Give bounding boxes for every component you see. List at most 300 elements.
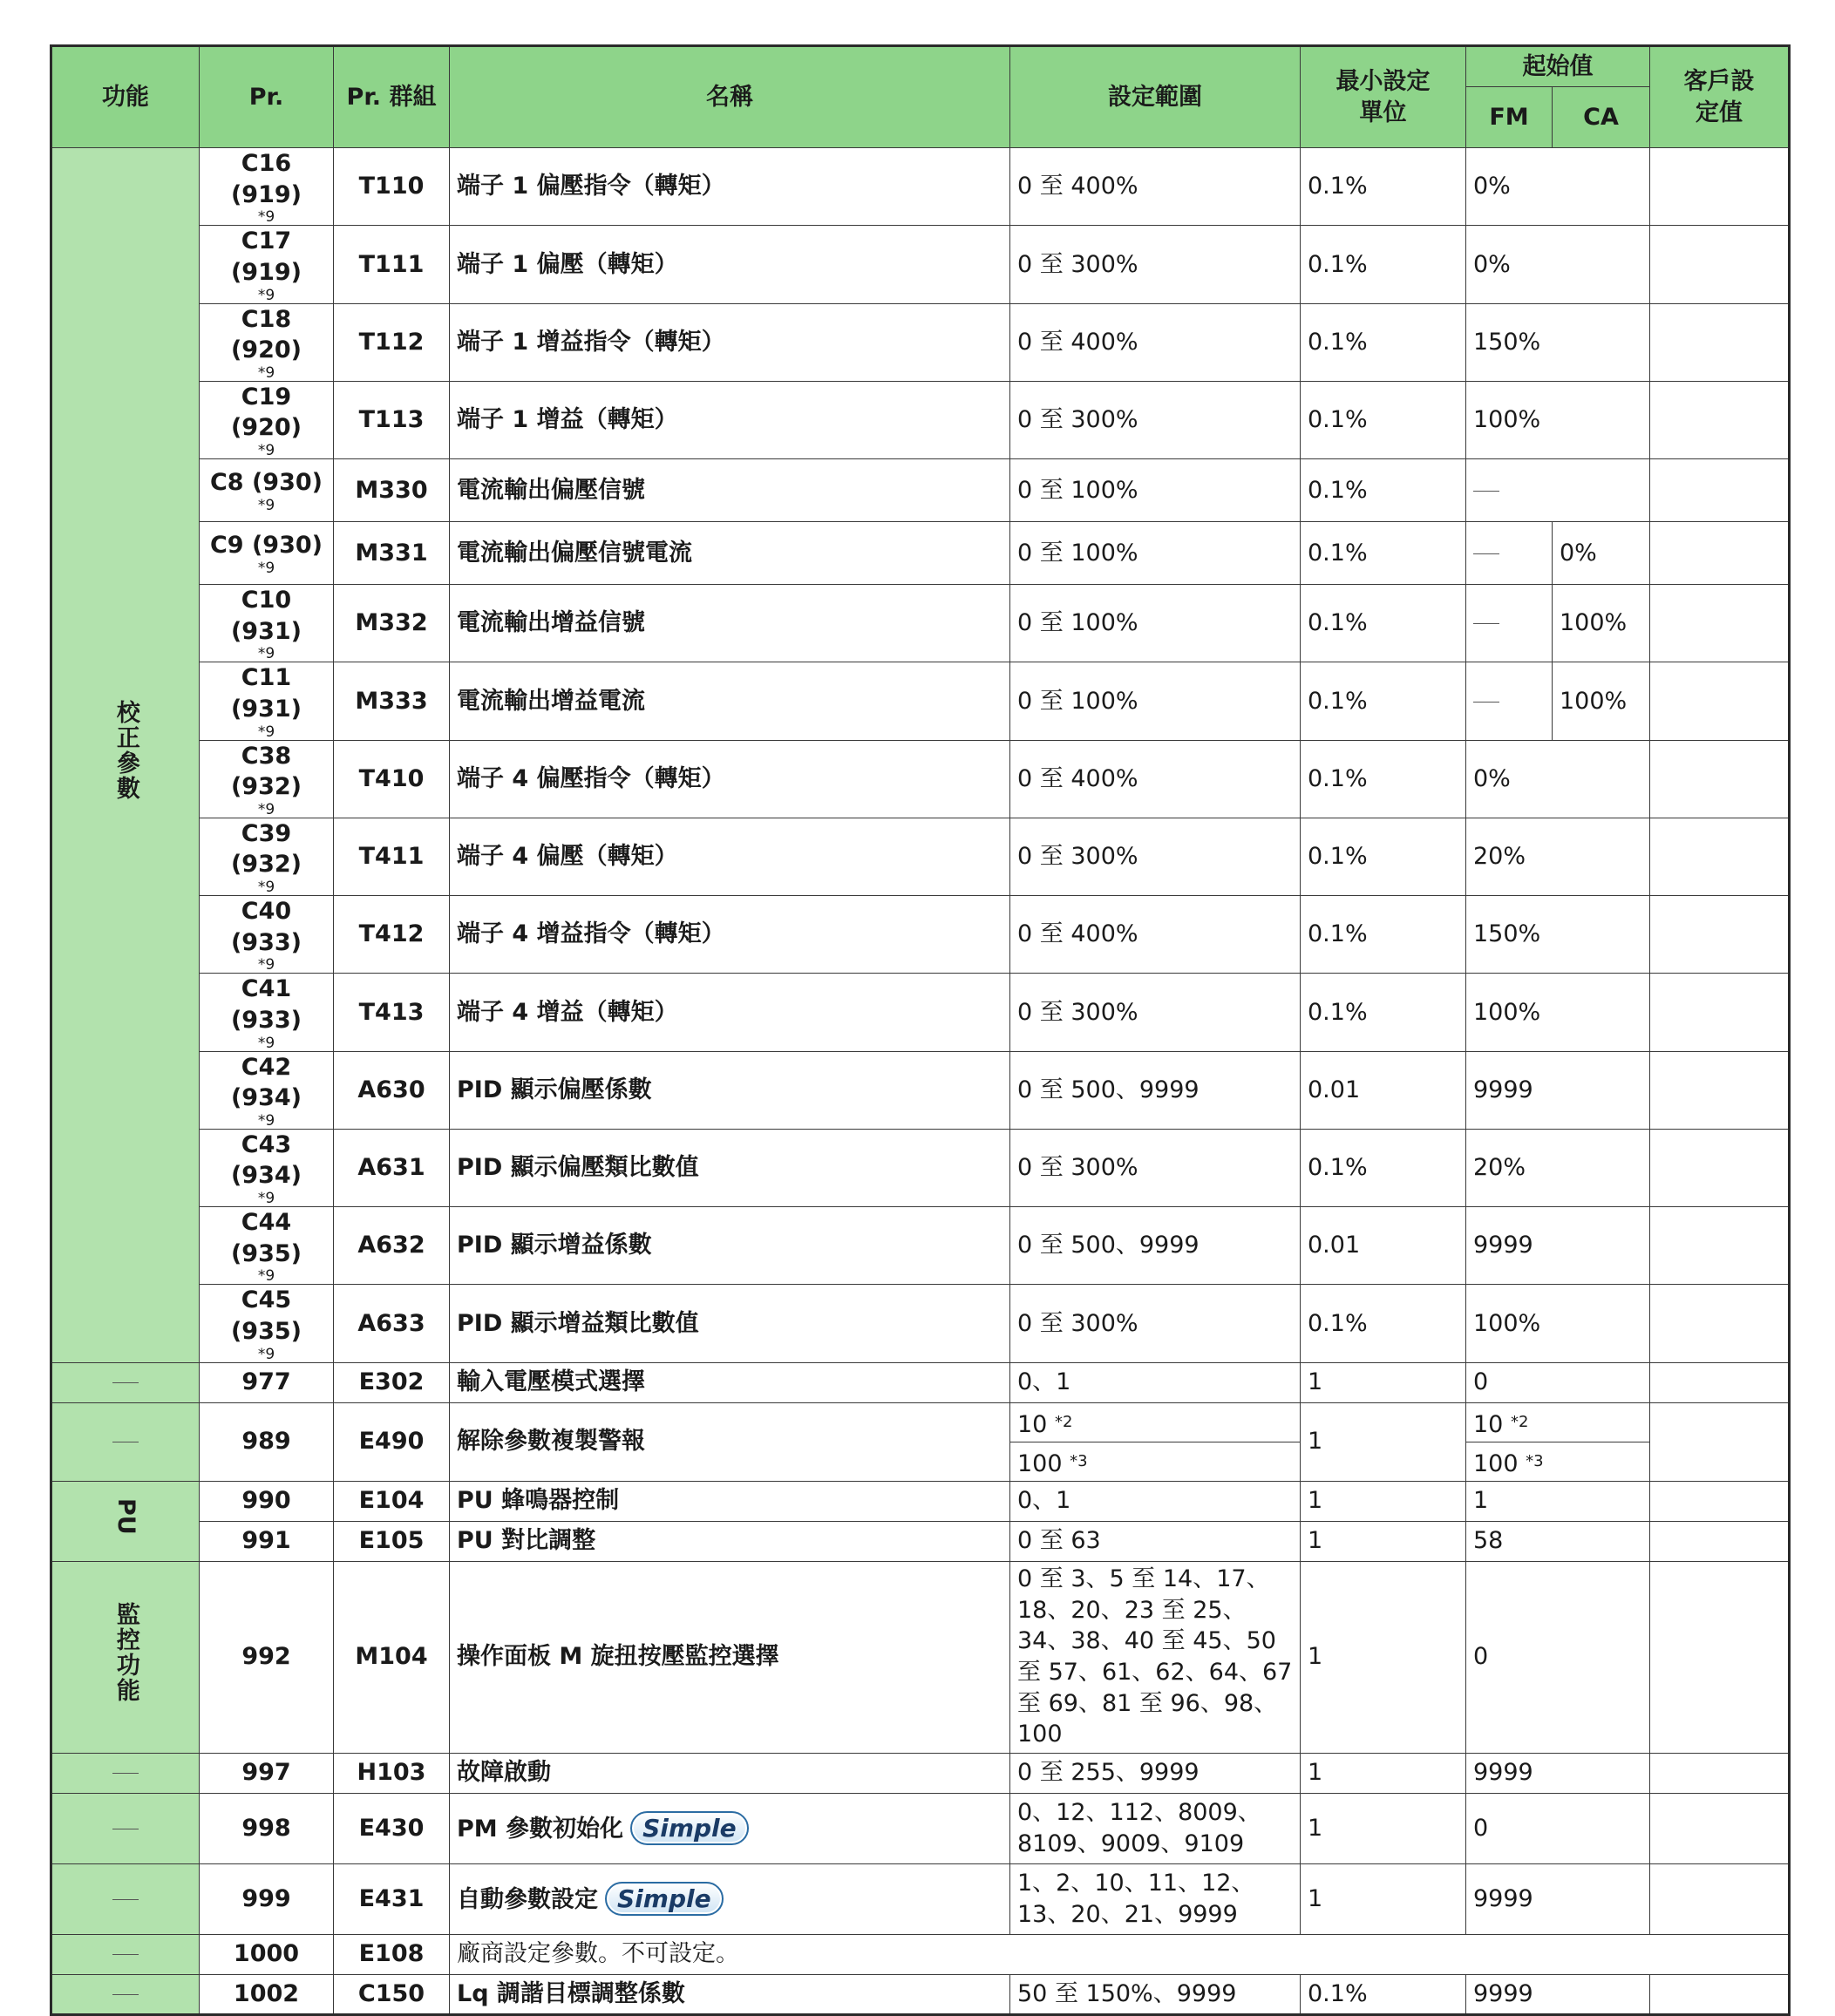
unit-cell: 0.1% <box>1301 740 1466 818</box>
table-row <box>51 522 1790 585</box>
unit-cell: 0.1% <box>1301 148 1466 226</box>
customer-cell <box>1650 740 1790 818</box>
name-cell: 電流輸出增益電流 <box>450 662 1010 740</box>
name-cell: 廠商設定參數。不可設定。 <box>450 1934 1790 1974</box>
note-mark: *2 <box>1510 1412 1529 1431</box>
group-cell: T411 <box>334 818 450 895</box>
name-cell: 故障啟動 <box>450 1753 1010 1793</box>
range-line: 100 <box>1017 1721 1063 1748</box>
customer-label: 客戶設定值 <box>1683 67 1755 126</box>
func-label-calibration: 校正參數 <box>112 700 139 802</box>
unit-cell: 1 <box>1301 1561 1466 1753</box>
group-cell: T113 <box>334 381 450 458</box>
pr-cell <box>200 381 334 458</box>
pr-cell: 999 <box>200 1863 334 1934</box>
customer-cell <box>1650 585 1790 662</box>
name-cell: 電流輸出偏壓信號電流 <box>450 522 1010 585</box>
initial-cell: 9999 <box>1466 1863 1650 1934</box>
unit-cell: 1 <box>1301 1362 1466 1402</box>
customer-cell <box>1650 1129 1790 1206</box>
group-cell: E490 <box>334 1402 450 1481</box>
col-header-min-unit <box>1301 46 1466 148</box>
note-mark: *9 <box>257 723 275 740</box>
pr-cell <box>200 974 334 1051</box>
note-mark: *9 <box>257 286 275 303</box>
table-row <box>51 1974 1790 2014</box>
group-cell: T412 <box>334 896 450 974</box>
ca-cell: 0% <box>1553 522 1650 585</box>
initial-cell: 0% <box>1466 740 1650 818</box>
table-row <box>51 381 1790 458</box>
group-cell: M332 <box>334 585 450 662</box>
calibration-rows <box>51 148 1790 1363</box>
table-row <box>51 1207 1790 1285</box>
name-cell: 端子 4 增益（轉矩） <box>450 974 1010 1051</box>
unit-cell: 0.01 <box>1301 1051 1466 1129</box>
unit-cell: 0.1% <box>1301 1974 1466 2014</box>
misc-rows <box>51 1362 1790 2014</box>
pr-cell <box>200 459 334 522</box>
dash-mark <box>1473 491 1499 492</box>
group-cell: E104 <box>334 1481 450 1521</box>
col-header-initial: 起始值 <box>1466 46 1650 87</box>
note-mark: *9 <box>257 879 275 896</box>
table-row <box>51 1793 1790 1863</box>
table-row <box>51 662 1790 740</box>
customer-cell <box>1650 522 1790 585</box>
unit-cell: 1 <box>1301 1753 1466 1793</box>
dash-mark <box>112 1954 139 1955</box>
unit-cell: 0.1% <box>1301 1285 1466 1362</box>
unit-cell: 0.01 <box>1301 1207 1466 1285</box>
note-mark: *9 <box>257 956 275 974</box>
range-cell: 0 至 500、9999 <box>1010 1207 1301 1285</box>
range-line: 34、38、40 至 45、50 <box>1017 1627 1276 1655</box>
customer-cell <box>1650 1561 1790 1753</box>
table-row <box>51 1285 1790 1362</box>
pr-cell <box>200 148 334 226</box>
range-cell: 0 至 100% <box>1010 459 1301 522</box>
initial-cell: 9999 <box>1466 1051 1650 1129</box>
customer-cell <box>1650 1285 1790 1362</box>
pr-number: C11 (931) <box>230 664 302 723</box>
name-cell: PID 顯示偏壓類比數值 <box>450 1129 1010 1206</box>
dash-mark <box>1473 702 1499 703</box>
func-cell <box>51 1793 200 1863</box>
group-cell: E105 <box>334 1521 450 1561</box>
pr-number: C45 (935) <box>230 1286 302 1345</box>
note-mark: *3 <box>1526 1451 1544 1470</box>
name-cell: PID 顯示偏壓係數 <box>450 1051 1010 1129</box>
name-cell: 操作面板 M 旋扭按壓監控選擇 <box>450 1561 1010 1753</box>
dash-mark <box>1473 623 1499 624</box>
unit-cell: 0.1% <box>1301 459 1466 522</box>
range-cell <box>1010 1561 1301 1753</box>
func-cell <box>51 1402 200 1481</box>
ca-cell: 100% <box>1553 662 1650 740</box>
pr-cell <box>200 585 334 662</box>
name-cell: 端子 4 偏壓（轉矩） <box>450 818 1010 895</box>
customer-cell <box>1650 1481 1790 1521</box>
func-cell <box>51 1362 200 1402</box>
table-row <box>51 818 1790 895</box>
range-cell: 0 至 100% <box>1010 662 1301 740</box>
dash-mark <box>1473 553 1499 554</box>
min-unit-label: 最小設定單位 <box>1335 67 1431 126</box>
note-mark: *9 <box>257 1034 275 1051</box>
dash-mark <box>112 1773 139 1774</box>
initial-cell: 0 <box>1466 1561 1650 1753</box>
range-option-b <box>1010 1442 1300 1481</box>
unit-cell: 1 <box>1301 1481 1466 1521</box>
range-cell: 0 至 400% <box>1010 303 1301 381</box>
range-cell: 0 至 300% <box>1010 1285 1301 1362</box>
fm-cell <box>1466 585 1553 662</box>
func-cell-pu <box>51 1481 200 1561</box>
group-cell: M330 <box>334 459 450 522</box>
customer-cell <box>1650 1207 1790 1285</box>
parameter-table <box>50 44 1791 2016</box>
range-line: 0 至 3、5 至 14、17、 <box>1017 1565 1270 1593</box>
group-cell: H103 <box>334 1753 450 1793</box>
pr-cell: 992 <box>200 1561 334 1753</box>
func-cell <box>51 1934 200 1974</box>
col-header-ca: CA <box>1553 87 1650 148</box>
group-cell: T111 <box>334 226 450 303</box>
simple-badge: Simple <box>605 1882 724 1916</box>
pr-cell <box>200 1207 334 1285</box>
name-cell: PU 對比調整 <box>450 1521 1010 1561</box>
col-header-pr: Pr. <box>200 46 334 148</box>
group-cell: T413 <box>334 974 450 1051</box>
table-row <box>51 585 1790 662</box>
table-row <box>51 1521 1790 1561</box>
pr-number: C41 (933) <box>230 975 302 1034</box>
range-cell: 0 至 500、9999 <box>1010 1051 1301 1129</box>
range-cell <box>1010 1863 1301 1934</box>
pr-number: C8 (930) <box>209 469 323 497</box>
pr-cell <box>200 1129 334 1206</box>
group-cell: C150 <box>334 1974 450 2014</box>
table-row <box>51 1051 1790 1129</box>
note-mark: *3 <box>1070 1451 1088 1470</box>
unit-cell: 1 <box>1301 1521 1466 1561</box>
table-row <box>51 740 1790 818</box>
note-mark: *9 <box>257 363 275 382</box>
note-mark: *9 <box>257 496 275 514</box>
group-cell: E431 <box>334 1863 450 1934</box>
dash-mark <box>112 1994 139 1995</box>
func-cell-monitor <box>51 1561 200 1753</box>
unit-cell: 0.1% <box>1301 896 1466 974</box>
col-header-fm: FM <box>1466 87 1553 148</box>
unit-cell: 0.1% <box>1301 226 1466 303</box>
table-row <box>51 1753 1790 1793</box>
initial-option-b <box>1466 1442 1649 1481</box>
pr-cell: 998 <box>200 1793 334 1863</box>
pr-cell <box>200 740 334 818</box>
initial-cell: 20% <box>1466 1129 1650 1206</box>
name-cell: 輸入電壓模式選擇 <box>450 1362 1010 1402</box>
range-cell: 0 至 255、9999 <box>1010 1753 1301 1793</box>
group-cell: M333 <box>334 662 450 740</box>
table-row <box>51 226 1790 303</box>
customer-cell <box>1650 1521 1790 1561</box>
initial-option-a <box>1466 1403 1649 1442</box>
customer-cell <box>1650 1402 1790 1481</box>
name-cell: 端子 4 偏壓指令（轉矩） <box>450 740 1010 818</box>
initial-cell: 150% <box>1466 303 1650 381</box>
range-cell: 0 至 300% <box>1010 381 1301 458</box>
group-cell: A633 <box>334 1285 450 1362</box>
name-cell: 端子 4 增益指令（轉矩） <box>450 896 1010 974</box>
fm-cell <box>1466 522 1553 585</box>
func-cell <box>51 1863 200 1934</box>
customer-cell <box>1650 818 1790 895</box>
col-header-group: Pr. 群組 <box>334 46 450 148</box>
pr-number: C18 (920) <box>230 305 302 364</box>
col-header-name: 名稱 <box>450 46 1010 148</box>
func-label-monitor: 監控功能 <box>112 1602 139 1704</box>
initial-cell: 58 <box>1466 1521 1650 1561</box>
pr-number: C39 (932) <box>230 819 302 879</box>
dash-mark <box>112 1382 139 1383</box>
customer-cell <box>1650 662 1790 740</box>
customer-cell <box>1650 226 1790 303</box>
customer-cell <box>1650 1863 1790 1934</box>
func-cell <box>51 1974 200 2014</box>
pr-number: C9 (930) <box>209 532 323 560</box>
name-cell: PID 顯示增益係數 <box>450 1207 1010 1285</box>
func-label-pu: PU <box>112 1498 139 1536</box>
group-cell: M331 <box>334 522 450 585</box>
note-mark: *9 <box>257 1190 275 1207</box>
initial-cell: 9999 <box>1466 1974 1650 2014</box>
table-row <box>51 303 1790 381</box>
table-row <box>51 459 1790 522</box>
initial-cell: 100% <box>1466 1285 1650 1362</box>
pr-number: C44 (935) <box>230 1209 302 1267</box>
name-cell: PID 顯示增益類比數值 <box>450 1285 1010 1362</box>
col-header-range: 設定範圍 <box>1010 46 1301 148</box>
table-row <box>51 1362 1790 1402</box>
group-cell: E302 <box>334 1362 450 1402</box>
name-text: 自動參數設定 <box>457 1886 598 1913</box>
note-mark: *9 <box>257 1345 275 1362</box>
note-mark: *9 <box>257 800 275 818</box>
customer-cell <box>1650 896 1790 974</box>
pr-cell <box>200 303 334 381</box>
func-cell <box>51 1753 200 1793</box>
customer-cell <box>1650 1753 1790 1793</box>
range-line: 0、12、112、8009、 <box>1017 1798 1261 1826</box>
range-cell: 0 至 100% <box>1010 522 1301 585</box>
pr-cell: 990 <box>200 1481 334 1521</box>
initial-b-value: 100 <box>1473 1449 1519 1477</box>
table-row <box>51 1934 1790 1974</box>
table-row <box>51 1129 1790 1206</box>
range-line: 8109、9009、9109 <box>1017 1829 1245 1857</box>
range-line: 1、2、10、11、12、 <box>1017 1869 1255 1897</box>
name-text: PM 參數初始化 <box>457 1816 624 1843</box>
initial-cell: 0 <box>1466 1362 1650 1402</box>
customer-cell <box>1650 1974 1790 2014</box>
group-cell: E430 <box>334 1793 450 1863</box>
note-mark: *2 <box>1054 1412 1073 1431</box>
pr-cell: 1002 <box>200 1974 334 2014</box>
initial-a-value: 10 <box>1473 1410 1504 1438</box>
initial-cell: 9999 <box>1466 1207 1650 1285</box>
group-cell: M104 <box>334 1561 450 1753</box>
name-cell: 端子 1 偏壓指令（轉矩） <box>450 148 1010 226</box>
pr-cell <box>200 226 334 303</box>
pr-cell: 1000 <box>200 1934 334 1974</box>
initial-cell: 0% <box>1466 148 1650 226</box>
unit-cell: 0.1% <box>1301 585 1466 662</box>
range-option-a <box>1010 1403 1300 1442</box>
customer-cell <box>1650 1362 1790 1402</box>
customer-cell <box>1650 459 1790 522</box>
name-cell: 端子 1 偏壓（轉矩） <box>450 226 1010 303</box>
range-line: 13、20、21、9999 <box>1017 1900 1238 1928</box>
range-cell: 50 至 150%、9999 <box>1010 1974 1301 2014</box>
pr-cell: 977 <box>200 1362 334 1402</box>
customer-cell <box>1650 303 1790 381</box>
note-mark: *9 <box>257 208 275 226</box>
group-cell: A630 <box>334 1051 450 1129</box>
range-cell: 0 至 100% <box>1010 585 1301 662</box>
simple-badge: Simple <box>630 1811 749 1845</box>
pr-cell <box>200 1051 334 1129</box>
name-cell: 電流輸出增益信號 <box>450 585 1010 662</box>
pr-number: C16 (919) <box>230 150 302 208</box>
range-cell: 0 至 300% <box>1010 974 1301 1051</box>
pr-number: C40 (933) <box>230 898 302 956</box>
group-cell: T410 <box>334 740 450 818</box>
fm-cell <box>1466 662 1553 740</box>
note-mark: *9 <box>257 645 275 662</box>
range-a-value: 10 <box>1017 1410 1048 1438</box>
group-cell: E108 <box>334 1934 450 1974</box>
note-mark: *9 <box>257 559 275 577</box>
range-cell <box>1010 1793 1301 1863</box>
range-cell <box>1010 1402 1301 1481</box>
customer-cell <box>1650 381 1790 458</box>
initial-cell: 150% <box>1466 896 1650 974</box>
unit-cell: 0.1% <box>1301 303 1466 381</box>
range-line: 至 69、81 至 96、98、 <box>1017 1689 1278 1717</box>
note-mark: *9 <box>257 1111 275 1130</box>
unit-cell: 0.1% <box>1301 381 1466 458</box>
unit-cell: 1 <box>1301 1402 1466 1481</box>
col-header-customer <box>1650 46 1790 148</box>
range-line: 至 57、61、62、64、67 <box>1017 1659 1293 1686</box>
table-row <box>51 1863 1790 1934</box>
initial-cell: 100% <box>1466 381 1650 458</box>
initial-cell <box>1466 1402 1650 1481</box>
pr-number: C17 (919) <box>230 227 302 286</box>
unit-cell: 0.1% <box>1301 1129 1466 1206</box>
table-row <box>51 974 1790 1051</box>
range-cell: 0 至 63 <box>1010 1521 1301 1561</box>
unit-cell: 0.1% <box>1301 818 1466 895</box>
group-cell: T110 <box>334 148 450 226</box>
group-cell: A632 <box>334 1207 450 1285</box>
name-cell <box>450 1793 1010 1863</box>
range-line: 18、20、23 至 25、 <box>1017 1596 1247 1624</box>
unit-cell: 1 <box>1301 1863 1466 1934</box>
dash-mark <box>112 1899 139 1900</box>
pr-cell <box>200 522 334 585</box>
name-cell: PU 蜂鳴器控制 <box>450 1481 1010 1521</box>
initial-cell: 20% <box>1466 818 1650 895</box>
pr-cell: 997 <box>200 1753 334 1793</box>
name-cell: 端子 1 增益指令（轉矩） <box>450 303 1010 381</box>
col-header-func: 功能 <box>51 46 200 148</box>
customer-cell <box>1650 1793 1790 1863</box>
range-cell: 0 至 300% <box>1010 226 1301 303</box>
pr-cell <box>200 896 334 974</box>
pr-number: C38 (932) <box>230 742 302 801</box>
group-cell: T112 <box>334 303 450 381</box>
name-cell: 電流輸出偏壓信號 <box>450 459 1010 522</box>
initial-cell: 100% <box>1466 974 1650 1051</box>
pr-cell: 989 <box>200 1402 334 1481</box>
pr-cell <box>200 662 334 740</box>
pr-number: C19 (920) <box>230 383 302 442</box>
name-cell <box>450 1863 1010 1934</box>
range-cell: 0 至 400% <box>1010 148 1301 226</box>
pr-cell <box>200 818 334 895</box>
name-cell: 解除參數複製警報 <box>450 1402 1010 1481</box>
table-row <box>51 1561 1790 1753</box>
range-cell: 0、1 <box>1010 1481 1301 1521</box>
pr-number: C10 (931) <box>230 587 302 645</box>
note-mark: *9 <box>257 442 275 459</box>
name-cell: 端子 1 增益（轉矩） <box>450 381 1010 458</box>
range-cell: 0、1 <box>1010 1362 1301 1402</box>
range-cell: 0 至 400% <box>1010 740 1301 818</box>
initial-cell: 0 <box>1466 1793 1650 1863</box>
initial-cell: 9999 <box>1466 1753 1650 1793</box>
unit-cell: 1 <box>1301 1793 1466 1863</box>
pr-number: C43 (934) <box>230 1130 302 1190</box>
table-row <box>51 1402 1790 1481</box>
unit-cell: 0.1% <box>1301 522 1466 585</box>
name-cell: Lq 調諧目標調整係數 <box>450 1974 1010 2014</box>
range-cell: 0 至 300% <box>1010 1129 1301 1206</box>
pr-cell: 991 <box>200 1521 334 1561</box>
range-cell: 0 至 300% <box>1010 818 1301 895</box>
customer-cell <box>1650 148 1790 226</box>
ca-cell: 100% <box>1553 585 1650 662</box>
customer-cell <box>1650 1051 1790 1129</box>
note-mark: *9 <box>257 1267 275 1285</box>
func-cell-calibration <box>51 148 200 1363</box>
pr-cell <box>200 1285 334 1362</box>
unit-cell: 0.1% <box>1301 662 1466 740</box>
table-row <box>51 896 1790 974</box>
initial-cell: 0% <box>1466 226 1650 303</box>
customer-cell <box>1650 974 1790 1051</box>
table-row <box>51 148 1790 226</box>
range-cell: 0 至 400% <box>1010 896 1301 974</box>
unit-cell: 0.1% <box>1301 974 1466 1051</box>
range-b-value: 100 <box>1017 1449 1063 1477</box>
initial-cell: 1 <box>1466 1481 1650 1521</box>
initial-cell <box>1466 459 1650 522</box>
pr-number: C42 (934) <box>230 1053 302 1112</box>
